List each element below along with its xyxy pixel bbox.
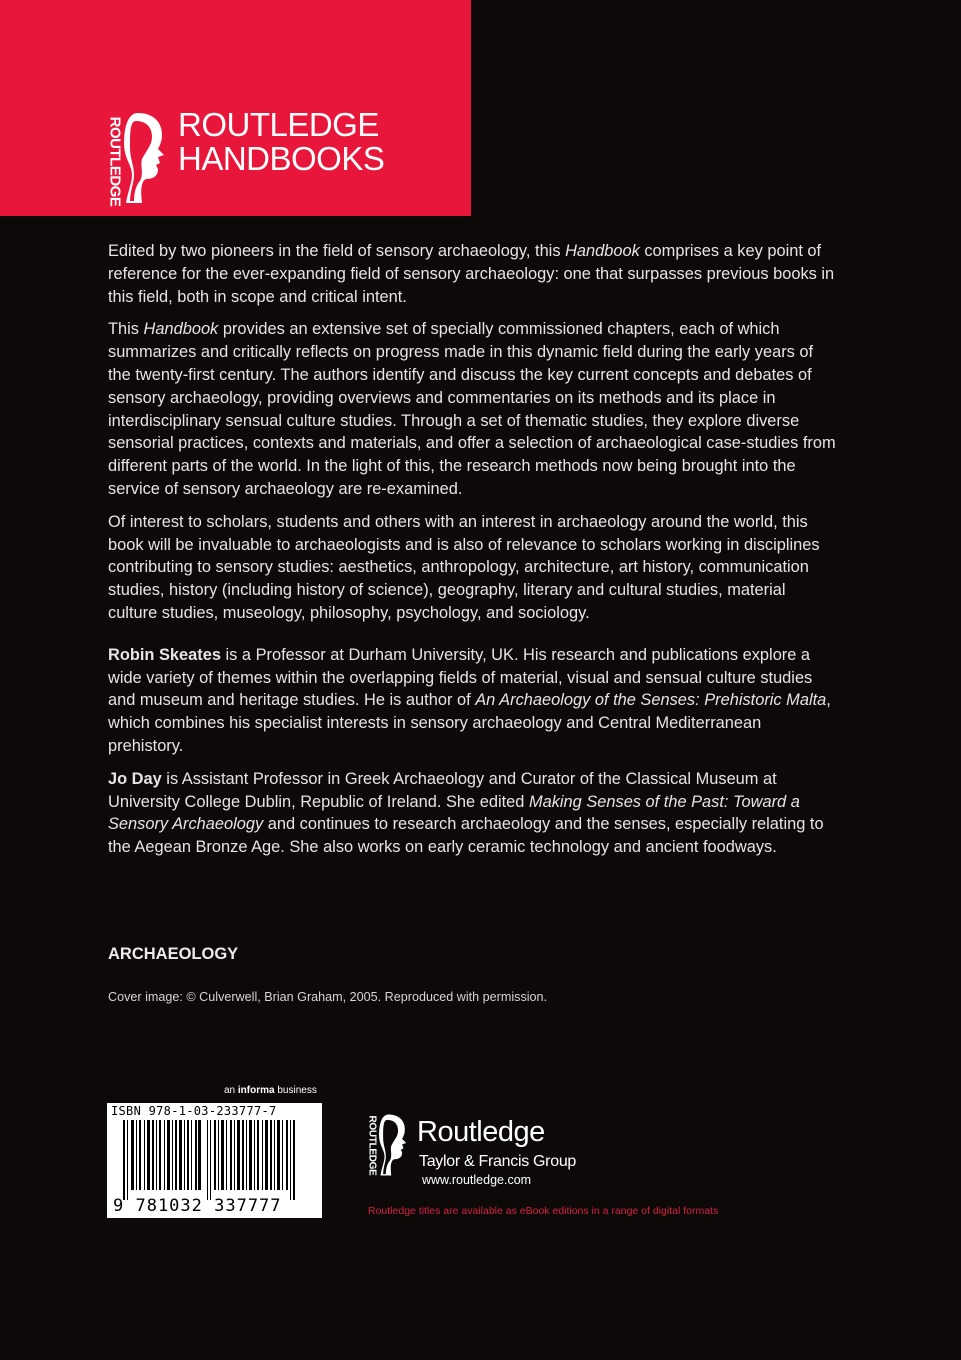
isbn-text: ISBN 978-1-03-233777-7 — [111, 1104, 277, 1118]
author-bio-2 — [108, 768, 838, 859]
author-bio-1-text-b: , which combines his specialist interests in sensory archaeology and Central Mediterranean prehistory. — [108, 691, 831, 755]
author-bio-2-book-title: Making Senses of the Past: Toward a Sensory Archaeology — [108, 792, 800, 834]
author-name-1: Robin Skeates — [108, 645, 221, 664]
author-bio-1 — [108, 644, 838, 758]
author-name-2: Jo Day — [108, 769, 162, 788]
description-p2-text-a: This — [108, 320, 144, 339]
publisher-vertical-text: ROUTLEDGE — [366, 1114, 378, 1176]
back-cover-description — [108, 240, 838, 869]
description-paragraph-2 — [108, 318, 838, 500]
informa-business-label — [224, 1085, 317, 1096]
author-bio-1-text-a: is a Professor at Durham University, UK. His research and publications explore a wide variety of themes within the overlapping fields of material, visual and sensual culture studies and museum and heritage studies. He is author of — [108, 645, 813, 710]
series-title-line1: ROUTLEDGE — [178, 106, 379, 143]
informa-prefix: an — [224, 1085, 238, 1096]
description-p1-text-b: comprises a key point of reference for the ever-expanding field of sensory archaeology: one that surpasses previous books in this field, both in scope and critical intent. — [108, 242, 835, 306]
isbn-barcode — [107, 1103, 322, 1218]
publisher-group: Taylor & Francis Group — [419, 1153, 577, 1170]
series-title-line2: HANDBOOKS — [178, 140, 385, 177]
informa-suffix: business — [274, 1085, 317, 1096]
informa-bold: informa — [237, 1085, 275, 1096]
ebook-availability-note: Routledge titles are available as eBook editions in a range of digital formats — [368, 1205, 719, 1217]
subject-category: ARCHAEOLOGY — [108, 945, 239, 963]
publisher-name: Routledge — [417, 1116, 545, 1148]
description-paragraph-1 — [108, 240, 838, 308]
description-p2-italic: Handbook — [143, 320, 219, 339]
description-p1-text-a: Edited by two pioneers in the field of sensory archaeology, this — [108, 242, 566, 260]
routledge-vertical-text: ROUTLEDGE — [106, 116, 124, 206]
description-paragraph-3: Of interest to scholars, students and others with an interest in archaeology around the world, this book will be invaluable to archaeologists and is also of relevance to scholars working in disciplines contributing to sensory studies: aesthetics, anthropology, architecture, art history, communication studies, history (including history of science), geography, literary and cultural studies, material culture studies, museology, philosophy, psychology, and sociology. — [108, 512, 820, 622]
publisher-url[interactable]: www.routledge.com — [422, 1173, 532, 1187]
routledge-head-icon — [118, 111, 174, 205]
description-p1-italic: Handbook — [565, 242, 640, 260]
publisher-head-icon — [375, 1113, 413, 1177]
author-bio-1-book-title: An Archaeology of the Senses: Prehistoric Malta — [475, 691, 827, 710]
description-p2-text-b: provides an extensive set of specially commissioned chapters, each of which summarizes and critically reflects on progress made in this dynamic field during the early years of the twenty-first century. The authors identify and discuss the key current concepts and debates of sensory archaeology, providing overviews and commentaries on its methods and its place in interdisciplinary sensual culture studies. Through a set of thematic studies, they explore diverse sensorial practices, contexts and materials, and offer a selection of archaeological case-studies from different parts of the world. In the light of this, the research methods now being brought into the service of sensory archaeology are re-examined. — [108, 320, 836, 498]
barcode-number: 9 781032 337777 — [113, 1196, 282, 1216]
series-title — [178, 108, 384, 176]
cover-image-credit: Cover image: © Culverwell, Brian Graham, 2005. Reproduced with permission. — [108, 990, 548, 1004]
author-bio-2-text-b: and continues to research archaeology and the senses, especially relating to the Aegean Bronze Age. She also works on early ceramic technology and ancient foodways. — [108, 815, 824, 857]
author-bio-2-text-a: is Assistant Professor in Greek Archaeology and Curator of the Classical Museum at University College Dublin, Republic of Ireland. She edited — [108, 769, 777, 811]
